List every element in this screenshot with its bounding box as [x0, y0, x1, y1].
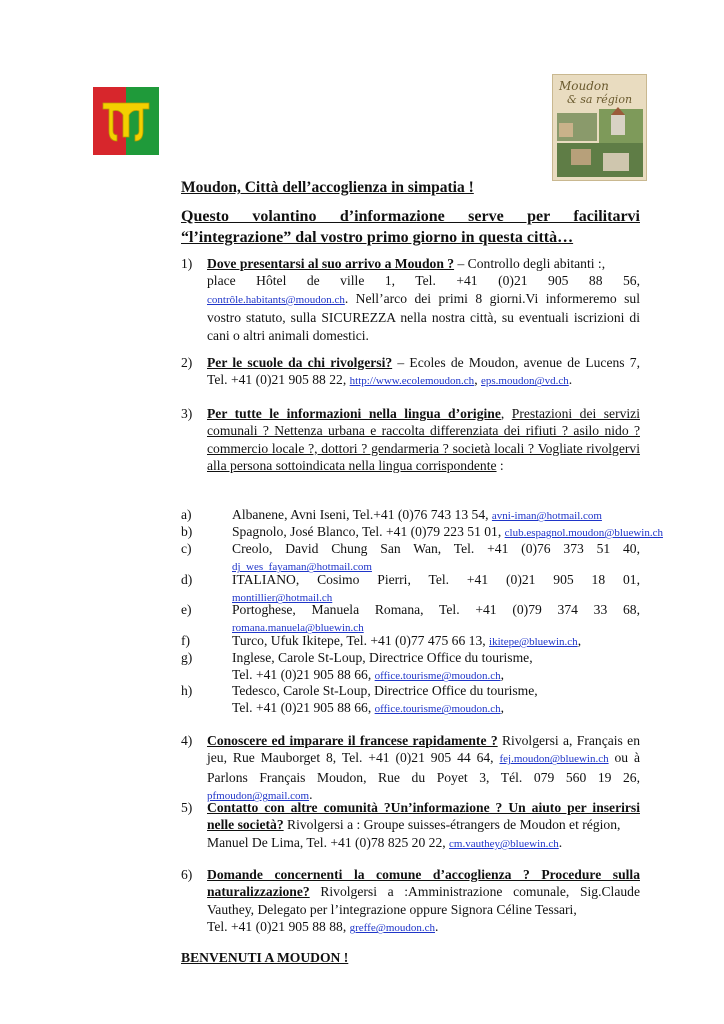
- item-text: Albanene, Avni Iseni, Tel.+41 (0)76 743 13 54,: [232, 507, 492, 522]
- photo-caption-region: & sa région: [567, 93, 633, 106]
- email-link[interactable]: dj_wes_fayaman@hotmail.com: [232, 561, 372, 574]
- section-text: Tel. +41 (0)21 905 88 88,: [207, 919, 350, 935]
- item-text: Turco, Ufuk Ikitepe, Tel. +41 (0)77 475 66 13,: [232, 633, 490, 648]
- section-1: [181, 255, 640, 343]
- section-text: Rivolgersi a :Amministrazione comunale, Sig.Claude Vauthey, Delegato per l’integrazione oppure Signora Céline Tessari,: [207, 884, 640, 917]
- email-link[interactable]: pfmoudon@gmail.com: [207, 790, 310, 803]
- item-label: b): [181, 524, 193, 539]
- item-label: d): [181, 572, 193, 587]
- item-text: Tel. +41 (0)21 905 88 66,: [232, 667, 375, 683]
- section-heading: Conoscere ed imparare il francese rapidamente ?: [207, 733, 498, 748]
- section-number: 4): [181, 733, 193, 748]
- section-text: Prestazioni dei servizi comunali ? Nettenza urbana e raccolta differenziata dei rifiuti ? asilo nido ? commercio locale ?, dottori ? gendarmeria ? società locali ? Vogliate rivolgervi alla persona sottoindicata nella lingua corrispondente: [207, 406, 640, 474]
- section-2: [181, 354, 640, 390]
- item-label: c): [181, 541, 192, 556]
- email-link[interactable]: avni-iman@hotmail.com: [491, 510, 602, 522]
- email-link[interactable]: office.tourisme@moudon.ch: [374, 703, 501, 716]
- moudon-region-photo: [552, 74, 647, 181]
- website-link[interactable]: http://www.ecolemoudon.ch: [349, 375, 475, 388]
- photo-caption-moudon: Moudon: [559, 79, 609, 93]
- item-label: g): [181, 650, 193, 665]
- item-text: Inglese, Carole St-Loup, Directrice Office du tourisme,: [232, 650, 533, 665]
- section-number: 1): [181, 256, 193, 271]
- section-heading: Domande concernenti la comune d’accoglienza ? Procedure sulla naturalizzazione?: [207, 867, 640, 900]
- section-text: Manuel De Lima, Tel. +41 (0)78 825 20 22,: [207, 834, 450, 850]
- section-4: [181, 732, 641, 803]
- section-number: 6): [181, 867, 193, 882]
- section-heading: Contatto con altre comunità ?Un’informazione ? Un aiuto per inserirsi nelle società?: [207, 800, 640, 833]
- email-link[interactable]: fej.moudon@bluewin.ch: [499, 753, 609, 766]
- period: .: [435, 919, 439, 935]
- subtitle-line-1: Questo volantino d’informazione serve per facilitarvi: [181, 208, 640, 225]
- item-label: a): [181, 507, 192, 522]
- period: .: [568, 372, 573, 388]
- section-text: . Nell’arco dei primi 8 giorni.Vi informeremo sul vostro statuto, sulla SICUREZZA nella nostra città, su eventuali iscrizioni di cani o altri animali domestici.: [207, 290, 640, 343]
- email-link[interactable]: club.espagnol.moudon@bluewin.ch: [504, 527, 663, 539]
- section-text: – Controllo degli abitanti :,: [454, 256, 606, 271]
- email-link[interactable]: contrôle.habitants@moudon.ch: [207, 293, 345, 306]
- email-link[interactable]: montillier@hotmail.ch: [232, 592, 333, 605]
- item-text: ITALIANO, Cosimo Pierri, Tel. +41 (0)21 905 18 01,: [232, 572, 640, 587]
- separator: ,: [500, 406, 512, 421]
- item-text: Portoghese, Manuela Romana, Tel. +41 (0)79 374 33 68,: [232, 602, 640, 617]
- section-text: place Hôtel de ville 1, Tel. +41 (0)21 905 88 56,: [207, 273, 640, 289]
- section-number: 5): [181, 800, 193, 815]
- email-link[interactable]: greffe@moudon.ch: [349, 922, 436, 935]
- section-number: 3): [181, 406, 193, 421]
- item-text: Tedesco, Carole St-Loup, Directrice Office du tourisme,: [232, 683, 538, 698]
- section-text: ou à Parlons Français Moudon, Rue du Poyet 3, Tél. 079 560 19 26,: [207, 750, 640, 785]
- comma: ,: [500, 700, 505, 716]
- section-6: [181, 866, 640, 938]
- email-link[interactable]: romana.manuela@bluewin.ch: [232, 622, 364, 635]
- period: .: [309, 787, 313, 803]
- email-link[interactable]: office.tourisme@moudon.ch: [374, 670, 501, 683]
- section-heading: Per le scuole da chi rivolgersi?: [207, 355, 393, 370]
- comma: ,: [577, 633, 582, 648]
- email-link[interactable]: ikitepe@bluewin.ch: [489, 636, 578, 648]
- item-label: h): [181, 683, 193, 698]
- item-text: Creolo, David Chung San Wan, Tel. +41 (0)76 373 51 40,: [232, 541, 640, 556]
- item-label: f): [181, 633, 191, 648]
- period: .: [558, 834, 563, 850]
- item-text: Tel. +41 (0)21 905 88 66,: [232, 700, 375, 716]
- item-text: Spagnolo, José Blanco, Tel. +41 (0)79 223 51 01,: [232, 524, 505, 539]
- email-link[interactable]: cm.vauthey@bluewin.ch: [449, 837, 559, 850]
- section-number: 2): [181, 355, 193, 370]
- item-label: e): [181, 602, 192, 617]
- comma: ,: [500, 667, 505, 683]
- section-5: [181, 799, 640, 853]
- section-heading: Dove presentarsi al suo arrivo a Moudon ?: [207, 256, 455, 271]
- colon: :: [496, 458, 504, 474]
- subtitle-line-2: “l’integrazione” dal vostro primo giorno in questa città…: [181, 229, 574, 246]
- separator: ,: [474, 372, 481, 388]
- section-3: [181, 405, 640, 493]
- section-text: Rivolgersi a, Français en jeu, Rue Mauborget 8, Tel. +41 (0)21 905 44 64,: [207, 733, 641, 766]
- footer-welcome: BENVENUTI A MOUDON !: [181, 950, 349, 965]
- moudon-coat-of-arms-logo: [93, 87, 159, 155]
- section-text: – Ecoles de Moudon, avenue de Lucens 7, Tel. +41 (0)21 905 88 22,: [207, 355, 640, 388]
- page-title: Moudon, Città dell’accoglienza in simpatia !: [181, 179, 474, 196]
- section-text: Rivolgersi a : Groupe suisses-étrangers de Moudon et région,: [283, 817, 621, 833]
- email-link[interactable]: eps.moudon@vd.ch: [480, 375, 569, 388]
- section-heading: Per tutte le informazioni nella lingua d’origine: [207, 406, 501, 421]
